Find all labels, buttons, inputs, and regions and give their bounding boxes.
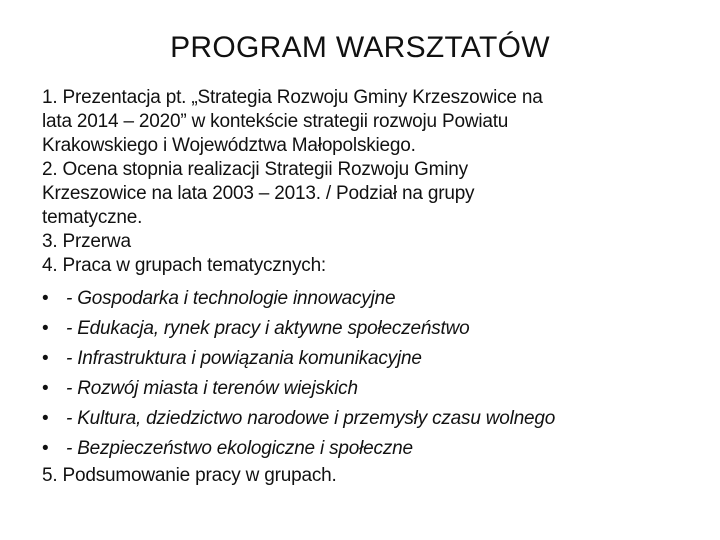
agenda-item-presentation [42, 86, 702, 158]
thematic-group-item [42, 404, 702, 434]
thematic-group-label: - Kultura, dziedzictwo narodowe i przemysły czasu wolnego [66, 408, 556, 429]
agenda-item-summary: 5. Podsumowanie pracy w grupach. [42, 465, 337, 486]
agenda-item-line: lata 2014 – 2020” w kontekście strategii rozwoju Powiatu [42, 111, 509, 132]
agenda-item-line: Krzeszowice na lata 2003 – 2013. / Podział na grupy [42, 183, 475, 204]
thematic-group-item [42, 284, 702, 314]
agenda-item-break: 3. Przerwa [42, 231, 131, 252]
slide-title: PROGRAM WARSZTATÓW [170, 31, 550, 64]
thematic-group-label: - Edukacja, rynek pracy i aktywne społeczeństwo [66, 318, 470, 339]
bullet-marker: • [42, 438, 49, 459]
thematic-group-label: - Bezpieczeństwo ekologiczne i społeczne [66, 438, 413, 459]
thematic-group-label: - Infrastruktura i powiązania komunikacyjne [66, 348, 422, 369]
bullet-marker: • [42, 348, 49, 369]
thematic-group-item [42, 434, 702, 464]
agenda-item-group-work [42, 254, 702, 464]
agenda-item-line: 2. Ocena stopnia realizacji Strategii Rozwoju Gminy [42, 159, 468, 180]
bullet-marker: • [42, 288, 49, 309]
agenda-item-evaluation [42, 158, 702, 230]
thematic-group-item [42, 344, 702, 374]
thematic-group-item [42, 314, 702, 344]
bullet-marker: • [42, 378, 49, 399]
agenda-item-line: tematyczne. [42, 207, 143, 228]
thematic-group-item [42, 374, 702, 404]
bullet-marker: • [42, 408, 49, 429]
thematic-groups-list [42, 284, 702, 464]
agenda-item-line: Krakowskiego i Województwa Małopolskiego. [42, 135, 416, 156]
bullet-marker: • [42, 318, 49, 339]
thematic-group-label: - Gospodarka i technologie innowacyjne [66, 288, 396, 309]
agenda-item-label: 4. Praca w grupach tematycznych: [42, 255, 327, 276]
agenda-list [42, 86, 702, 488]
thematic-group-label: - Rozwój miasta i terenów wiejskich [66, 378, 358, 399]
agenda-item-line: 1. Prezentacja pt. „Strategia Rozwoju Gminy Krzeszowice na [42, 87, 543, 108]
